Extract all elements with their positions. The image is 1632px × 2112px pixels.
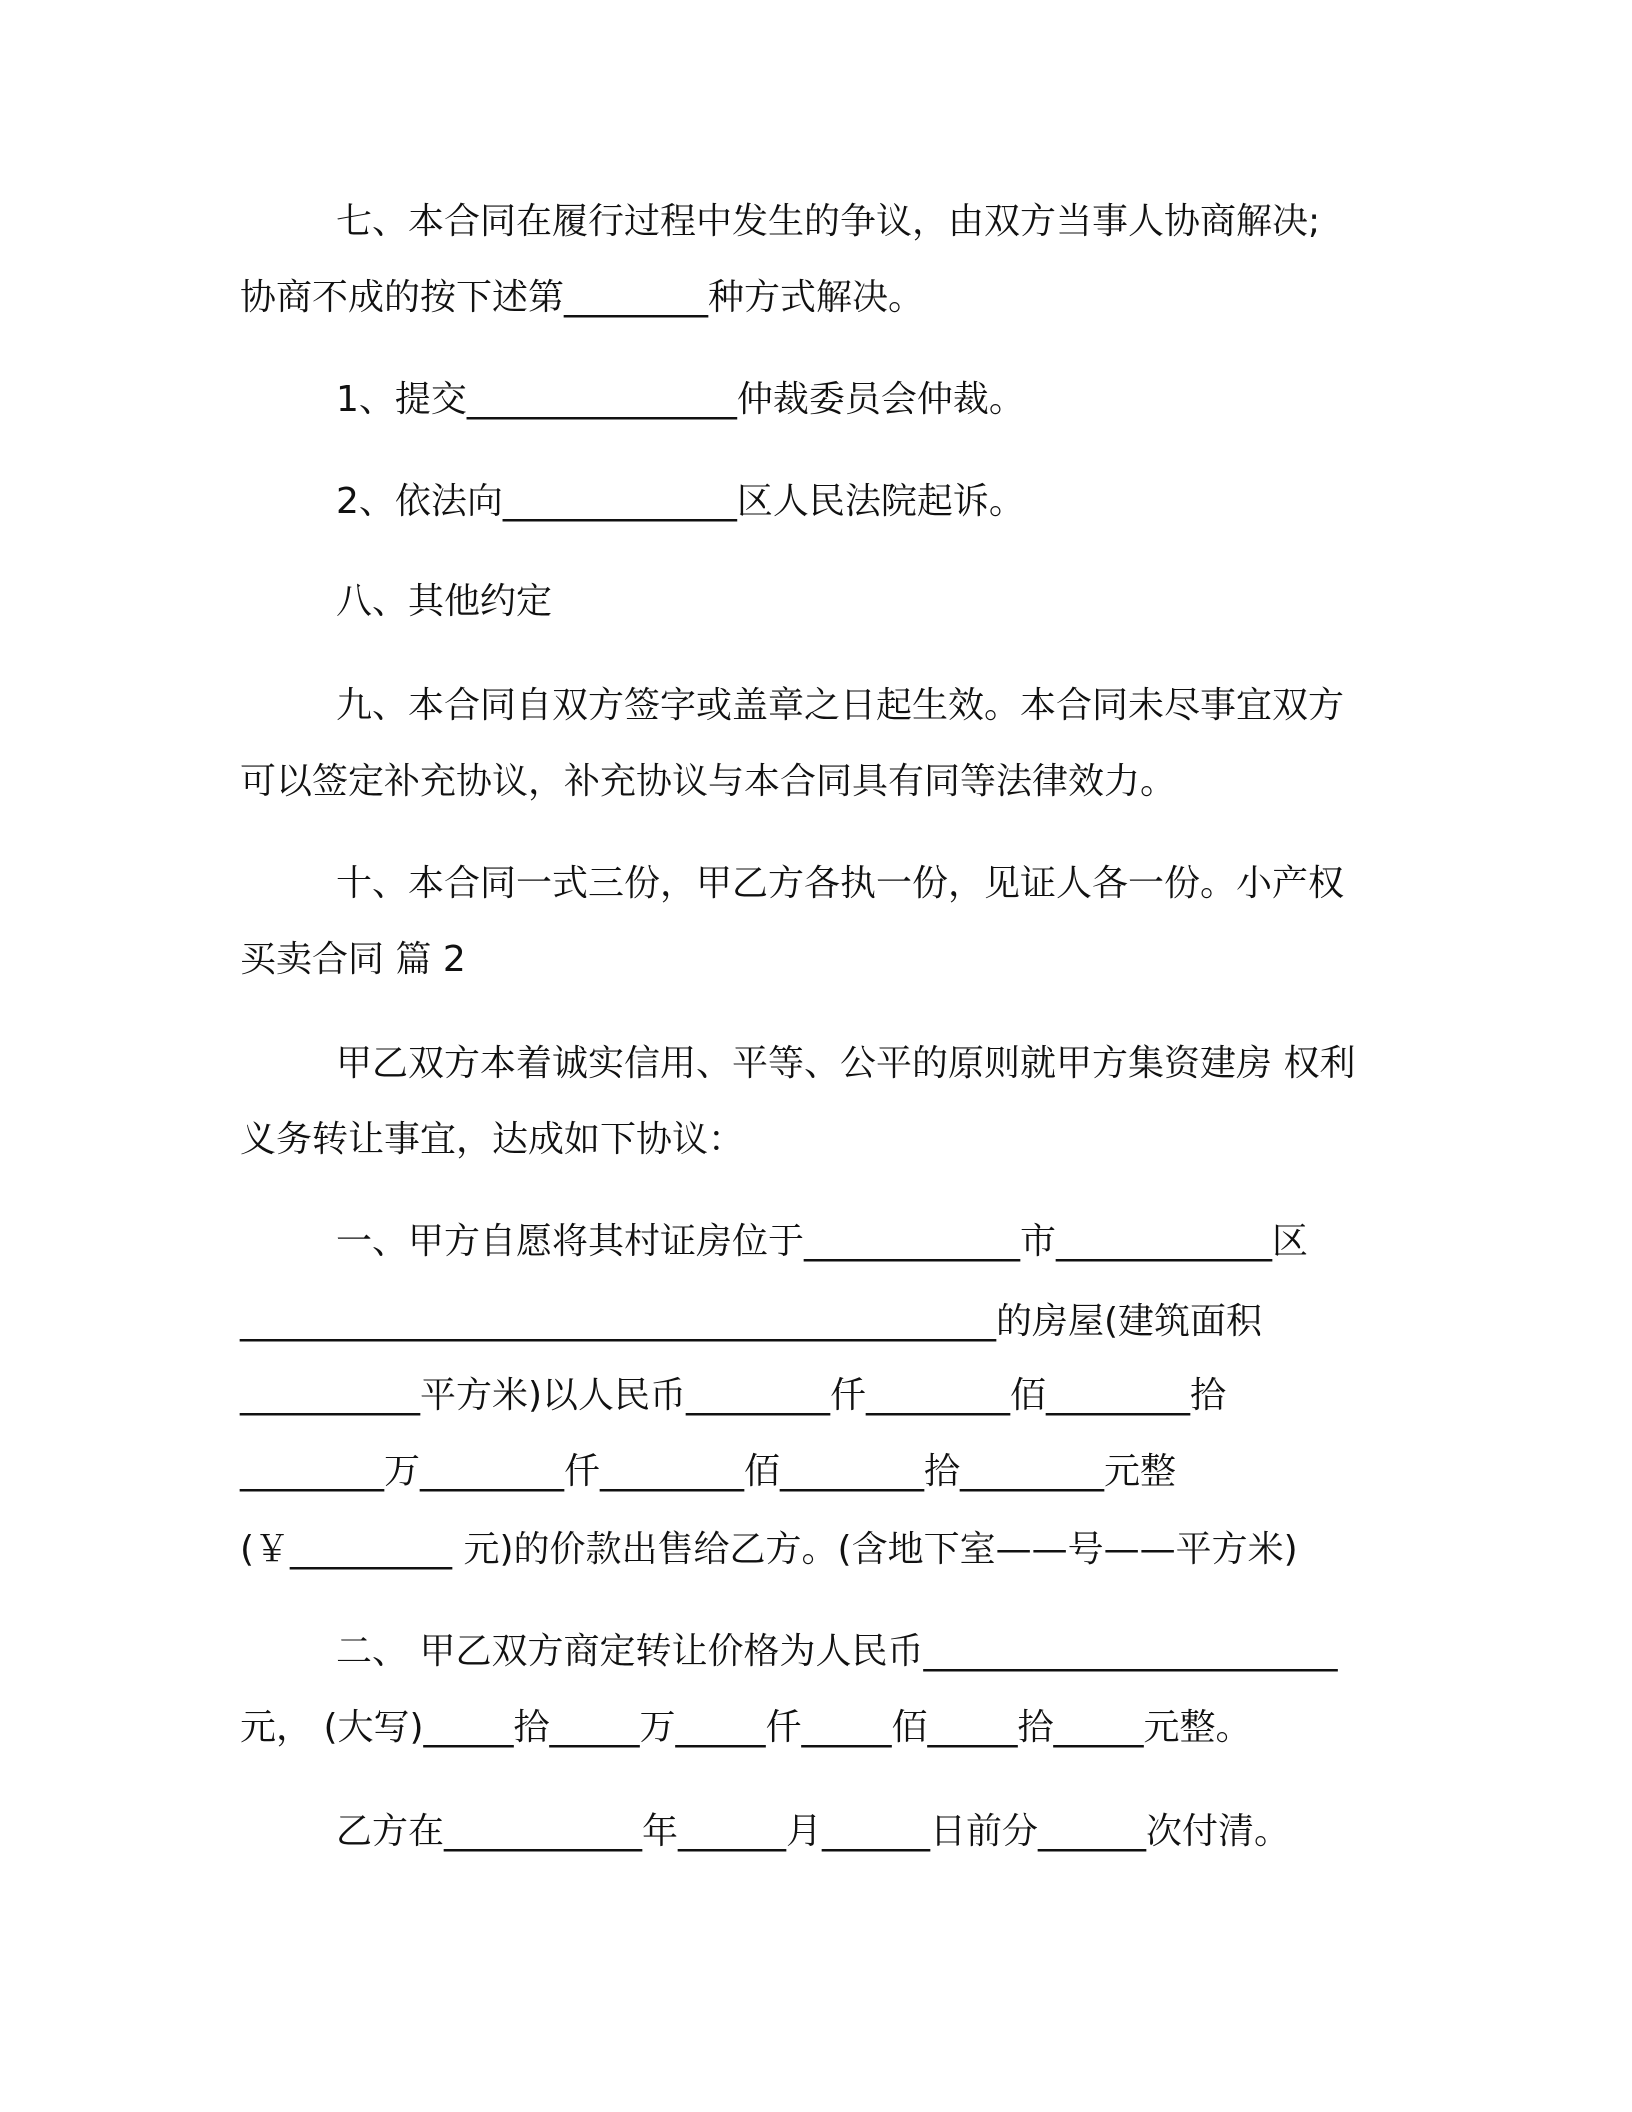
- clause-7-option-1: 1、提交_______________仲裁委员会仲裁。: [336, 379, 1025, 420]
- clause-7-line-2: 协商不成的按下述第________种方式解决。: [240, 277, 925, 318]
- article-1-line-5: (￥_________ 元)的价款出售给乙方。(含地下室——号——平方米): [240, 1529, 1298, 1570]
- article-2-line-1: 二、 甲乙双方商定转让价格为人民币_______________________: [336, 1631, 1338, 1672]
- clause-10-line-1: 十、本合同一式三份，甲乙方各执一份，见证人各一份。小产权: [336, 863, 1345, 904]
- preamble-line-1: 甲乙双方本着诚实信用、平等、公平的原则就甲方集资建房 权利: [336, 1043, 1356, 1084]
- article-2-line-2: 元， (大写)_____拾_____万_____仟_____佰_____拾_____元整。: [240, 1707, 1252, 1748]
- article-1-line-2: __________________________________________的房屋(建筑面积: [240, 1301, 1263, 1342]
- article-1-line-4: ________万________仟________佰________拾________元整: [240, 1451, 1176, 1492]
- clause-7-line-1: 七、本合同在履行过程中发生的争议，由双方当事人协商解决;: [336, 201, 1321, 242]
- clause-9-line-2: 可以签定补充协议，补充协议与本合同具有同等法律效力。: [240, 761, 1177, 802]
- clause-8-heading: 八、其他约定: [336, 581, 553, 622]
- section-title: 买卖合同 篇 2: [240, 939, 466, 980]
- article-1-line-1: 一、甲方自愿将其村证房位于____________市____________区: [336, 1221, 1309, 1262]
- payment-schedule-line: 乙方在___________年______月______日前分______次付清。: [336, 1811, 1291, 1852]
- clause-9-line-1: 九、本合同自双方签字或盖章之日起生效。本合同未尽事宜双方: [336, 685, 1345, 726]
- preamble-line-2: 义务转让事宜，达成如下协议：: [240, 1119, 745, 1160]
- article-1-line-3: __________平方米)以人民币________仟________佰________拾: [240, 1375, 1227, 1416]
- clause-7-option-2: 2、依法向_____________区人民法院起诉。: [336, 481, 1025, 522]
